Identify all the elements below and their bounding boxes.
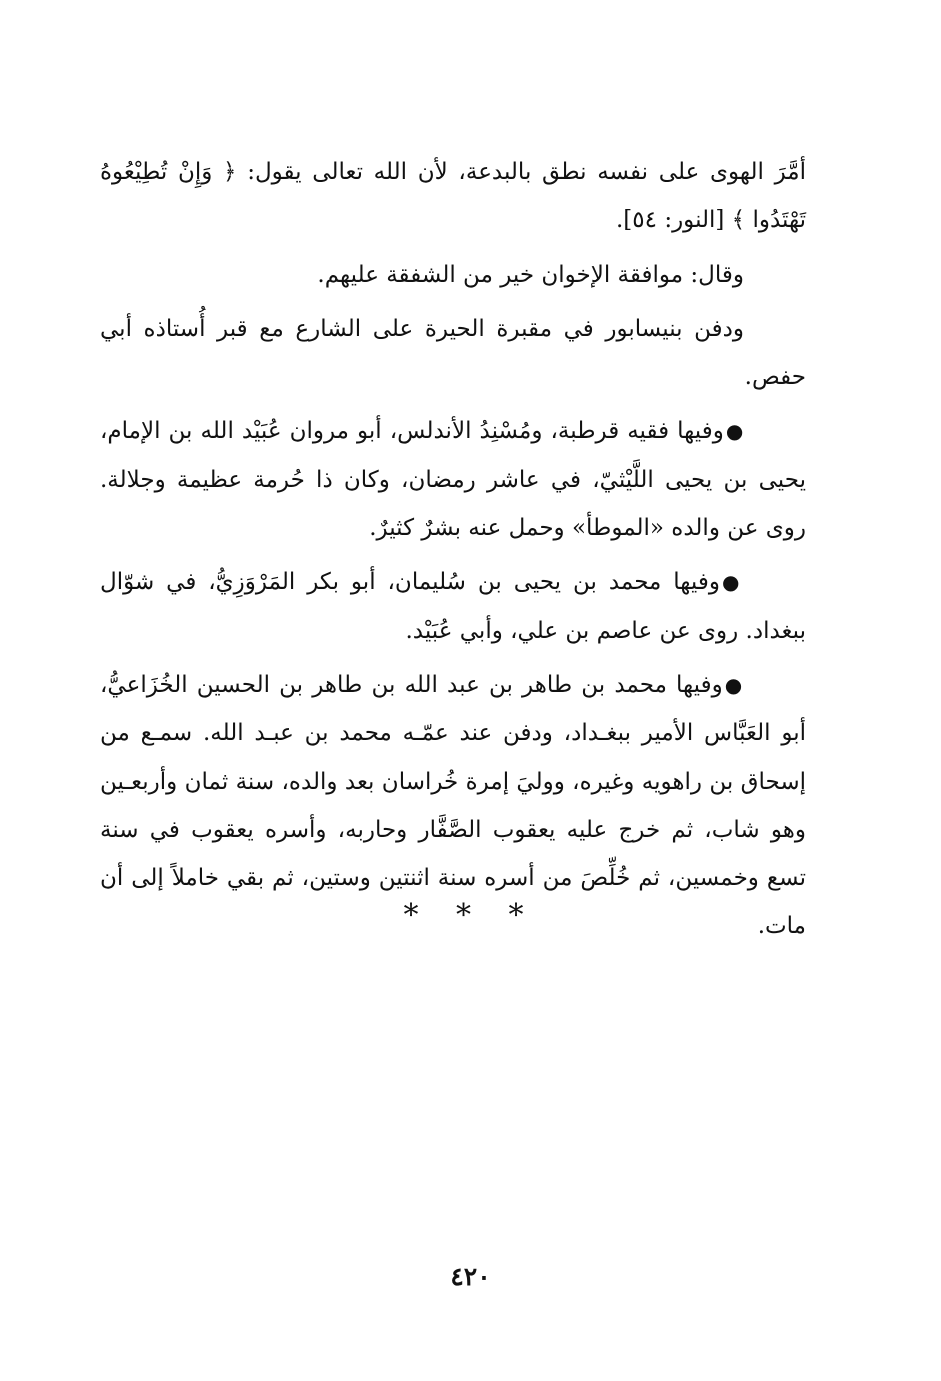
paragraph-saying — [100, 251, 806, 299]
paragraph-quran-citation — [100, 148, 806, 245]
page-number: ٤٢٠ — [450, 1262, 491, 1291]
body-text — [100, 148, 806, 957]
paragraph-text: وفيها محمد بن طاهر بن عبد الله بن طاهر بن الحسين الخُزَاعيُّ، أبو العَبَّاس الأمير ببغـداد، ودفن عند عمّـه محمد بن عبـد الله. سمـع من إسحاق بن راهويه وغيره، ووليَ إمرة خُراسان بعد والده، سنة ثمان وأربعـين وهو شاب، ثم خرج عليه يعقوب الصَّفَّار وحاربه، وأسره يعقوب في سنة تسع وخمسين، ثم خُلِّصَ من أسره سنة اثنتين وستين، ثم بقي خاملاً إلى أن مات. — [100, 671, 806, 940]
paragraph-text: ودفن بنيسابور في مقبرة الحيرة على الشارع مع قبر أُستاذه أبي حفص. — [100, 315, 806, 391]
bullet-icon: ● — [721, 570, 744, 595]
paragraph-text: وفيها فقيه قرطبة، ومُسْنِدُ الأندلس، أبو مروان عُبَيْد الله بن الإمام، يحيى بن يحيى اللَّيْثيّ، في عاشر رمضان، وكان ذا حُرمة عظيمة وجلالة. روى عن والده «الموطأ» وحمل عنه بشرٌ كثيرٌ. — [100, 418, 806, 542]
paragraph-burial — [100, 305, 806, 402]
paragraph-text: أمَّرَ الهوى على نفسه نطق بالبدعة، لأن الله تعالى يقول: ﴿ وَإِنْ تُطِيْعُوهُ تَهْتَدُوا ﴾ [النور: ٥٤]. — [100, 159, 806, 234]
section-separator: * * * — [403, 898, 538, 933]
bullet-icon: ● — [725, 419, 745, 444]
paragraph-text: وفيها محمد بن يحيى بن سُليمان، أبو بكر المَرْوَزِيُّ، في شوّال ببغداد. روى عن عاصم بن علي، وأبي عُبَيْد. — [100, 569, 806, 644]
paragraph-entry-ubaydallah — [100, 407, 806, 552]
paragraph-text: وقال: موافقة الإخوان خير من الشفقة عليهم. — [317, 261, 744, 288]
bullet-icon: ● — [724, 672, 744, 697]
paragraph-entry-marwazi — [100, 558, 806, 655]
